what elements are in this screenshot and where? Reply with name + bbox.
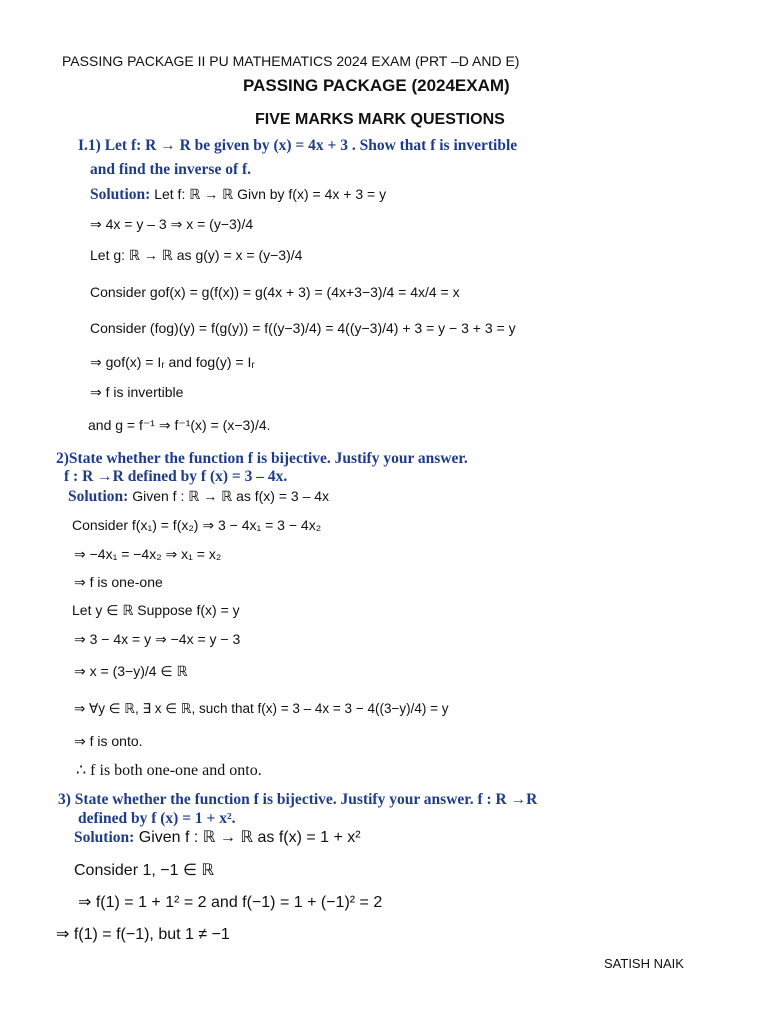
q3-question-line2: defined by f (x) = 1 + x². — [78, 810, 236, 827]
q3-step-2: ⇒ f(1) = 1 + 1² = 2 and f(−1) = 1 + (−1)² = 2 — [78, 894, 383, 911]
q3-question-line1: 3) State whether the function f is bijective. Justify your answer. f : R →R — [58, 791, 538, 808]
q2-step-6: ⇒ x = (3−y)/4 ∈ ℝ — [74, 663, 188, 679]
author-signature: SATISH NAIK — [604, 956, 684, 971]
q3-step-3: ⇒ f(1) = f(−1), but 1 ≠ −1 — [56, 926, 230, 943]
q2-step-9: ∴ f is both one-one and onto. — [76, 762, 262, 779]
q1-step-5: ⇒ gof(x) = Iᵣ and fog(y) = Iᵣ — [90, 354, 255, 370]
q2-solution-label: Solution: — [68, 488, 129, 505]
q1-solution-label: Solution: — [90, 186, 151, 203]
q1-solution-text: Let f: ℝ → ℝ Givn by f(x) = 4x + 3 = y — [154, 186, 387, 202]
q2-step-4: Let y ∈ ℝ Suppose f(x) = y — [72, 602, 240, 618]
q1-step-1: ⇒ 4x = y – 3 ⇒ x = (y−3)/4 — [90, 216, 254, 232]
q1-step-2: Let g: ℝ → ℝ as g(y) = x = (y−3)/4 — [90, 247, 303, 263]
q2-question-line2: f : R →R defined by f (x) = 3 – 4x. — [64, 468, 288, 485]
page-title: PASSING PACKAGE (2024EXAM) — [243, 76, 510, 95]
q2-step-3: ⇒ f is one-one — [74, 574, 163, 590]
q2-step-7: ⇒ ∀y ∈ ℝ, ∃ x ∈ ℝ, such that f(x) = 3 – 4x = 3 − 4((3−y)/4) = y — [74, 701, 449, 716]
q3-solution-text: Given f : ℝ → ℝ as f(x) = 1 + x² — [138, 829, 361, 846]
q2-step-5: ⇒ 3 − 4x = y ⇒ −4x = y − 3 — [74, 631, 241, 647]
q3-solution-label: Solution: — [74, 829, 135, 846]
q2-question-line1: 2)State whether the function f is bijective. Justify your answer. — [56, 450, 468, 467]
q1-question-line2: and find the inverse of f. — [90, 161, 252, 178]
q2-step-1: Consider f(x₁) = f(x₂) ⇒ 3 − 4x₁ = 3 − 4x₂ — [72, 517, 322, 533]
q2-solution — [68, 487, 329, 506]
q2-step-8: ⇒ f is onto. — [74, 733, 143, 749]
header-top: PASSING PACKAGE II PU MATHEMATICS 2024 EXAM (PRT –D AND E) — [62, 53, 520, 69]
q3-solution — [74, 829, 361, 847]
q1-step-4: Consider (fog)(y) = f(g(y)) = f((y−3)/4) = 4((y−3)/4) + 3 = y − 3 + 3 = y — [90, 320, 516, 336]
q1-solution — [90, 185, 386, 204]
q1-question-line1: I.1) Let f: R → R be given by (x) = 4x + 3 . Show that f is invertible — [78, 137, 518, 154]
q1-step-3: Consider gof(x) = g(f(x)) = g(4x + 3) = (4x+3−3)/4 = 4x/4 = x — [90, 284, 460, 300]
q2-solution-text: Given f : ℝ → ℝ as f(x) = 3 – 4x — [132, 488, 330, 504]
q3-step-1: Consider 1, −1 ∈ ℝ — [74, 862, 215, 879]
page-subtitle: FIVE MARKS MARK QUESTIONS — [255, 111, 505, 128]
q1-step-7: and g = f⁻¹ ⇒ f⁻¹(x) = (x−3)/4. — [88, 417, 271, 433]
q2-step-2: ⇒ −4x₁ = −4x₂ ⇒ x₁ = x₂ — [74, 546, 222, 562]
q1-step-6: ⇒ f is invertible — [90, 384, 184, 400]
